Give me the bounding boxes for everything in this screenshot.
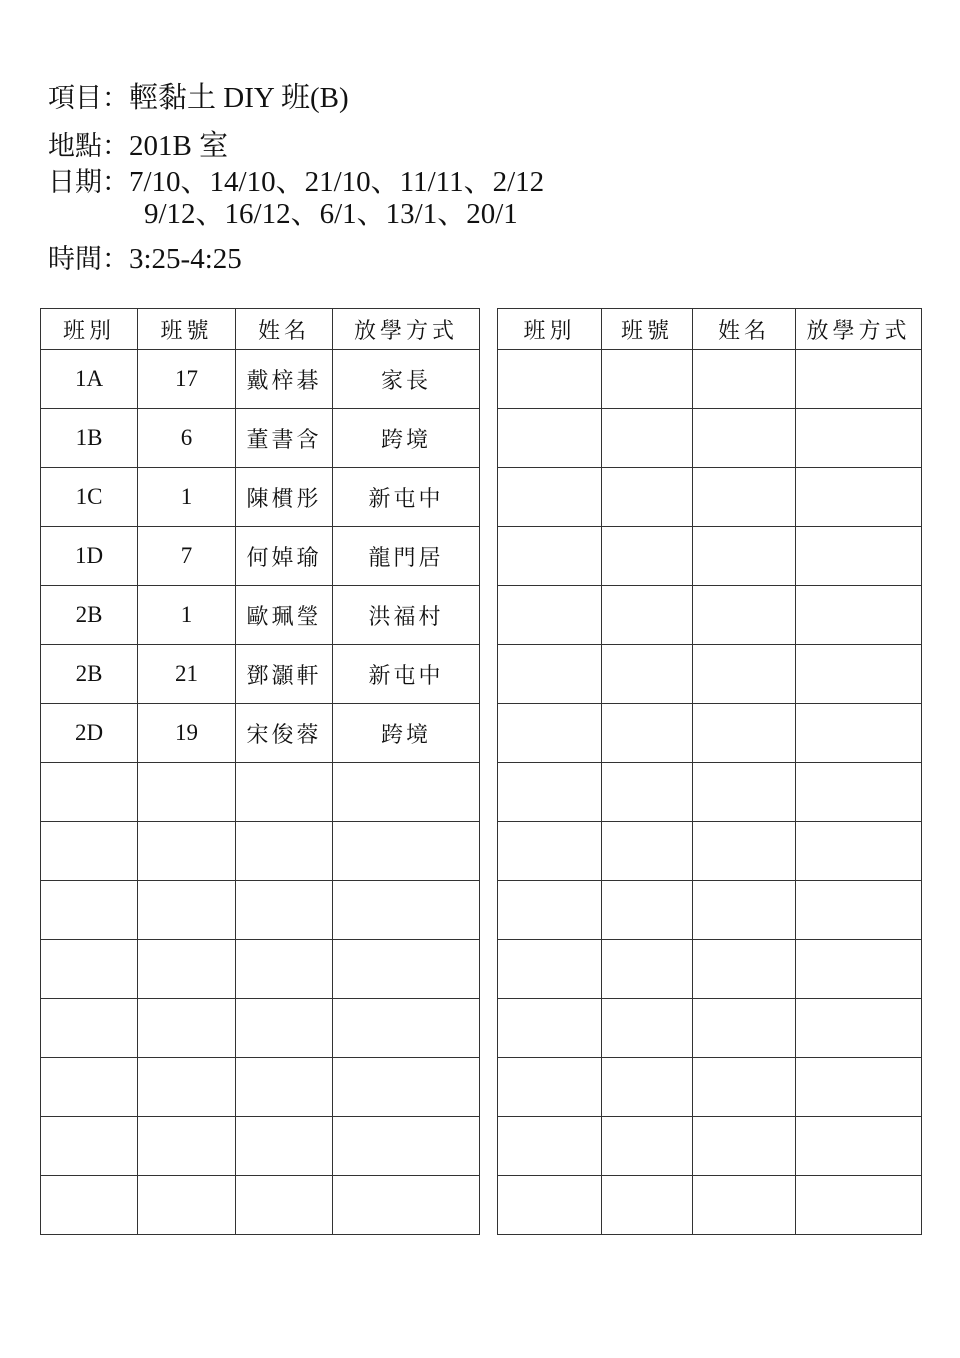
header-dismissal-method: 放學方式 [333,309,480,350]
dismissal-method-cell [796,645,922,704]
class-number-cell [602,409,693,468]
class-cell [41,763,138,822]
table-row [498,822,922,881]
table-row [498,586,922,645]
class-cell [498,822,602,881]
class-number-cell: 17 [138,350,236,409]
class-cell [498,940,602,999]
dates-line-2: 9/12、16/12、6/1、13/1、20/1 [144,198,518,230]
class-cell [41,881,138,940]
dismissal-method-cell [796,1176,922,1235]
class-number-cell: 7 [138,527,236,586]
dismissal-method-cell: 跨境 [333,704,480,763]
name-cell [693,409,796,468]
table-row [41,881,480,940]
class-cell [498,1176,602,1235]
dates-line-1: 7/10、14/10、21/10、11/11、2/12 [129,166,545,198]
name-cell [693,1058,796,1117]
class-cell [498,468,602,527]
name-cell [236,1176,333,1235]
dismissal-method-cell [796,763,922,822]
name-cell: 歐珮瑩 [236,586,333,645]
name-cell [693,350,796,409]
table-row [498,527,922,586]
name-cell [236,940,333,999]
class-cell [498,763,602,822]
class-cell [41,1117,138,1176]
table-row [498,1117,922,1176]
header-class: 班別 [41,309,138,350]
class-cell: 1A [41,350,138,409]
class-cell [498,527,602,586]
class-number-cell [602,822,693,881]
table-row [498,999,922,1058]
class-cell: 2D [41,704,138,763]
name-cell [693,1117,796,1176]
class-number-cell [138,822,236,881]
name-cell [236,1058,333,1117]
class-number-cell: 1 [138,468,236,527]
class-cell [41,940,138,999]
dismissal-method-cell [333,999,480,1058]
table-row [41,1176,480,1235]
name-cell [236,881,333,940]
roster-body [41,350,480,1235]
dismissal-method-cell [796,586,922,645]
name-cell: 宋俊蓉 [236,704,333,763]
dismissal-method-cell: 家長 [333,350,480,409]
class-cell [41,1176,138,1235]
name-cell [236,1117,333,1176]
table-row [498,1058,922,1117]
table-row [498,704,922,763]
class-cell: 1C [41,468,138,527]
class-number-cell [602,1117,693,1176]
class-cell [498,881,602,940]
dismissal-method-cell [796,881,922,940]
dismissal-method-cell [796,822,922,881]
project-label: 項目： [48,83,129,114]
place-row [48,130,228,163]
class-cell [41,999,138,1058]
class-number-cell [138,1117,236,1176]
class-number-cell [138,1058,236,1117]
name-cell [693,999,796,1058]
dismissal-method-cell [333,1058,480,1117]
class-number-cell [602,1058,693,1117]
name-cell: 董書含 [236,409,333,468]
header-name: 姓名 [693,309,796,350]
class-number-cell [602,940,693,999]
table-row [41,763,480,822]
name-cell [693,527,796,586]
project-row [48,82,349,115]
table-row [41,1117,480,1176]
name-cell [693,940,796,999]
class-number-cell: 21 [138,645,236,704]
dismissal-method-cell [333,1117,480,1176]
table-row [41,704,480,763]
table-row [41,527,480,586]
dismissal-method-cell [796,1058,922,1117]
class-number-cell [602,999,693,1058]
class-number-cell [138,999,236,1058]
header-row [498,309,922,350]
table-row [498,468,922,527]
table-row [498,350,922,409]
class-number-cell [602,586,693,645]
class-cell: 2B [41,645,138,704]
class-cell: 2B [41,586,138,645]
class-number-cell: 6 [138,409,236,468]
dismissal-method-cell [796,1117,922,1176]
dismissal-method-cell [796,999,922,1058]
name-cell [693,645,796,704]
class-cell: 1D [41,527,138,586]
table-row [498,940,922,999]
header-name: 姓名 [236,309,333,350]
header-dismissal-method: 放學方式 [796,309,922,350]
dismissal-method-cell: 跨境 [333,409,480,468]
class-cell [498,704,602,763]
dismissal-method-cell [796,409,922,468]
dates-label: 日期： [48,167,129,198]
class-number-cell [602,468,693,527]
dismissal-method-cell [333,1176,480,1235]
class-cell [41,822,138,881]
class-number-cell [138,763,236,822]
table-row [41,586,480,645]
name-cell [236,999,333,1058]
name-cell [236,763,333,822]
dismissal-method-cell: 新屯中 [333,645,480,704]
name-cell: 鄧灝軒 [236,645,333,704]
roster-body [498,350,922,1235]
place-label: 地點： [48,131,129,162]
class-number-cell [138,1176,236,1235]
dismissal-method-cell: 龍門居 [333,527,480,586]
header-class-number: 班號 [138,309,236,350]
class-number-cell [602,881,693,940]
time-label: 時間： [48,244,129,275]
class-number-cell [602,704,693,763]
table-row [498,409,922,468]
dismissal-method-cell [796,527,922,586]
dismissal-method-cell [796,940,922,999]
class-cell [498,999,602,1058]
class-number-cell [138,940,236,999]
table-row [41,999,480,1058]
class-number-cell: 1 [138,586,236,645]
class-number-cell [602,645,693,704]
dismissal-method-cell [796,468,922,527]
table-row [41,940,480,999]
name-cell [236,822,333,881]
name-cell: 何婥瑜 [236,527,333,586]
class-cell [498,645,602,704]
time-value: 3:25-4:25 [129,243,242,275]
name-cell: 戴梓碁 [236,350,333,409]
name-cell [693,1176,796,1235]
dismissal-method-cell [333,940,480,999]
class-cell [498,1058,602,1117]
class-cell [498,409,602,468]
table-row [41,1058,480,1117]
table-row [41,645,480,704]
name-cell [693,881,796,940]
name-cell [693,704,796,763]
class-cell [498,586,602,645]
dates-row [48,166,545,230]
table-row [498,1176,922,1235]
class-cell [498,350,602,409]
name-cell [693,586,796,645]
class-cell: 1B [41,409,138,468]
class-number-cell [602,763,693,822]
table-row [41,409,480,468]
class-cell [41,1058,138,1117]
time-row [48,243,242,276]
dismissal-method-cell [796,350,922,409]
header-class-number: 班號 [602,309,693,350]
dismissal-method-cell [333,822,480,881]
table-row [498,645,922,704]
student-roster-table-left [40,308,480,1235]
table-row [41,350,480,409]
class-number-cell [602,350,693,409]
class-number-cell: 19 [138,704,236,763]
table-row [498,881,922,940]
name-cell: 陳樌彤 [236,468,333,527]
dismissal-method-cell: 新屯中 [333,468,480,527]
dismissal-method-cell [333,881,480,940]
project-value: 輕黏土 DIY 班(B) [129,82,349,114]
table-row [41,468,480,527]
dismissal-method-cell: 洪福村 [333,586,480,645]
name-cell [693,468,796,527]
header-row [41,309,480,350]
table-row [41,822,480,881]
header-class: 班別 [498,309,602,350]
student-roster-table-right [497,308,922,1235]
name-cell [693,763,796,822]
place-value: 201B 室 [129,130,229,162]
class-number-cell [138,881,236,940]
class-number-cell [602,1176,693,1235]
dismissal-method-cell [333,763,480,822]
class-cell [498,1117,602,1176]
class-number-cell [602,527,693,586]
table-row [498,763,922,822]
name-cell [693,822,796,881]
dismissal-method-cell [796,704,922,763]
